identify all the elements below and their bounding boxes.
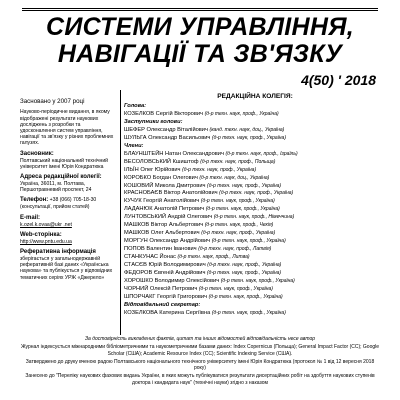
member-name: МАШКОВ Олег Альбертович xyxy=(124,230,202,237)
member-name: ШПОРЧАКГ Георгій Григорович xyxy=(124,293,209,300)
board-member xyxy=(124,111,386,119)
members-list xyxy=(124,151,386,302)
phone-text: +38 (066) 705-18-30 (консультації, прийом статей) xyxy=(20,197,97,211)
board-member xyxy=(124,175,386,183)
board-member xyxy=(124,214,386,222)
member-name: ПОПОВ Валентин Іванович xyxy=(124,246,199,253)
top-rule xyxy=(22,8,378,11)
member-degree: (д-р техн. наук, проф., Україна) xyxy=(211,134,287,141)
board-member xyxy=(124,294,386,302)
founder-label: Засновник: xyxy=(20,150,54,157)
board-member xyxy=(124,222,386,230)
board-member xyxy=(124,159,386,167)
member-degree: (д-р техн. наук, проф., Україна) xyxy=(219,190,294,197)
member-name: МОРГУН Олександр Андрійович xyxy=(124,238,212,245)
member-degree: (д-р техн. наук, проф., Україна) xyxy=(201,230,276,237)
email-block xyxy=(20,215,116,228)
member-name: КУЧУК Георгій Анатолійович xyxy=(124,198,201,205)
member-degree: (д-р техн. наук, проф., Німеччина) xyxy=(213,214,295,221)
board-member xyxy=(124,135,386,143)
board-member xyxy=(124,278,386,286)
footer-notes xyxy=(20,336,380,388)
head-label: Голова: xyxy=(124,103,147,109)
member-degree: (д-р техн. наук, проф., Литва) xyxy=(177,254,250,261)
email-link[interactable]: k.ozel.k.ovaa@ukr .net xyxy=(20,221,72,228)
member-name: ФЕДОРОВ Євгеній Андрійович xyxy=(124,270,208,277)
address-label: Адреса редакційної колегії: xyxy=(20,174,102,181)
phone-label: Телефон: xyxy=(20,197,49,204)
member-degree: (д-р техн. наук, проф., Україна) xyxy=(220,277,295,284)
column-divider xyxy=(120,90,121,335)
title-line-2: НАВІГАЦІЇ ТА ЗВ'ЯЗКУ xyxy=(57,40,343,68)
member-degree: (д-р техн. наук, проф., Україна) xyxy=(198,285,273,292)
board-member xyxy=(124,127,386,135)
founded-year: Засновано у 2007 році xyxy=(20,98,85,105)
address-block xyxy=(20,174,116,193)
member-name: ШЕФЕР Олександр Віталійович xyxy=(124,126,210,133)
board-member xyxy=(124,167,386,175)
member-degree: (д-р техн. наук, проф., Україна) xyxy=(208,293,283,300)
issue-number: 4(50) ' 2018 xyxy=(301,72,376,88)
member-name: КРАСНОБАЄВ Віктор Анатолійович xyxy=(124,190,220,197)
founder-text: Полтавський національний технічний університет імені Юрія Кондратюка xyxy=(20,157,109,170)
head-list xyxy=(124,111,386,119)
member-name: ЛАДАНЮК Анатолій Петрович xyxy=(124,206,206,213)
member-degree: (д-р техн. наук, проф., Україна) xyxy=(211,309,286,316)
member-degree: (д-р техн. наук, проф., Україна) xyxy=(204,110,279,117)
founder-block xyxy=(20,151,116,170)
member-name: КОЗЕЛКОВ Сергій Вікторович xyxy=(124,110,205,117)
board-member xyxy=(124,286,386,294)
members-label: Члени: xyxy=(124,142,144,149)
member-name: СТАНКУНАС Йонас xyxy=(124,254,178,261)
abstract-label: Реферативна інформація xyxy=(20,249,96,256)
member-degree: (д-р техн. наук, проф., Україна) xyxy=(211,238,286,245)
member-degree: (д-р техн. наук, проф., Польща) xyxy=(200,158,276,165)
deputies-list xyxy=(124,127,386,143)
board-member xyxy=(124,246,386,254)
member-name: ЛУНТОВСЬКИЙ Андрій Олегович xyxy=(124,214,214,221)
indexing-note: Журнал індексується міжнародними бібліометричними та наукометричними базами даних: Index Copernicus (Польща); General Impact Factor (CC); Google Scholar (США); Academic Resource Index (CC); Scientific Indexing Service (США). xyxy=(20,344,380,357)
board-member xyxy=(124,254,386,262)
board-member xyxy=(124,230,386,238)
web-link[interactable]: http://www.pntu.edu.ua xyxy=(20,238,72,245)
email-label: E-mail: xyxy=(20,214,41,221)
member-degree: (д-р техн. наук, проф., Україна) xyxy=(207,262,282,269)
board-member xyxy=(124,151,386,159)
member-degree: (д-р техн. наук, проф., Ізраїль) xyxy=(225,150,298,157)
web-label: Web-сторінка: xyxy=(20,231,62,238)
web-block xyxy=(20,232,116,245)
left-column xyxy=(20,98,116,285)
member-degree: (д-р техн. наук, проф., Україна) xyxy=(205,206,280,213)
abstract-block xyxy=(20,249,116,281)
member-name: ВЕСОЛОВСЬКИЙ Кшиштоф xyxy=(124,158,201,165)
journal-title xyxy=(22,14,378,68)
approval-note: Затверджено до друку вченою радою Полтавського національного технічного університету імені Юрія Кондратюка (протокол № 1 від 12 вересня 2018 року) xyxy=(25,358,375,372)
member-degree: (д-р техн. наук, проф., Чехія) xyxy=(204,222,274,229)
member-degree: (д-р техн. наук, проф., Україна) xyxy=(207,270,282,277)
responsibility-note: За достовірність викладених фактів, цитат та інших відомостей відповідальність несе автор xyxy=(84,336,316,342)
member-name: СТАСЄВ Юрій Володимирович xyxy=(124,262,208,269)
board-member xyxy=(124,238,386,246)
phone-block xyxy=(20,197,116,210)
member-degree: (канд. техн. наук, доц., Україна) xyxy=(209,126,285,133)
member-name: КОРОБКО Богдан Олегович xyxy=(124,174,200,181)
member-name: ШУЛЬГА Олександр Васильович xyxy=(124,134,212,141)
secretary-list xyxy=(124,310,386,318)
member-degree: (д-р техн. наук, проф., Латвія) xyxy=(198,246,272,253)
member-degree: (д-р техн. наук, проф., Україна) xyxy=(200,198,275,205)
deputies-label: Заступники голови: xyxy=(124,118,183,125)
board-heading: РЕДАКЦІЙНА КОЛЕГІЯ: xyxy=(217,93,293,100)
board-member xyxy=(124,270,386,278)
member-name: ІЛЬЇН Олег Юрійович xyxy=(124,166,183,173)
member-name: МАШКОВ Віктор Альбертович xyxy=(124,222,205,229)
editorial-board xyxy=(124,92,386,318)
journal-description: Науково-періодичне видання, в якому відображені результати наукових досліджень з розробки та удосконалення систем управління, навігації та зв'язку у різних проблемних галузях. xyxy=(20,109,114,147)
address-text: Україна, 36011, м. Полтава, Першотравневий проспект, 24 xyxy=(20,181,92,194)
member-name: БЛАУНШТЕЙН Натан Олександрович xyxy=(124,150,226,157)
registry-note: Занесено до "Переліку наукових фахових видань України, в яких можуть публікуватися результати дисертаційних робіт на здобуття наукових ступенів доктора і кандидата наук" (технічні науки) згідно з наказом xyxy=(25,373,375,386)
board-member xyxy=(124,310,386,318)
member-name: ХОРОШКО Володимир Олексійович xyxy=(124,277,221,284)
member-degree: (д-р техн. наук, проф., Україна) xyxy=(182,166,257,173)
member-degree: (д-р техн. наук, доц., Україна) xyxy=(199,174,270,181)
member-name: КОЗЕЛКОВА Катерина Сергіївна xyxy=(124,309,212,316)
member-name: ЧОРНИЙ Олексій Петрович xyxy=(124,285,199,292)
secretary-label: Відповідальний секретар: xyxy=(124,301,201,308)
board-member xyxy=(124,262,386,270)
member-degree: (д-р техн. наук, проф., Україна) xyxy=(207,182,282,189)
abstract-text: зберігається у загальнодержавній реферативній базі даних «Українська наукова» та публікується у відповідних тематичних серіях УРЖ «Джерело» xyxy=(20,256,113,281)
member-name: КОШОВИЙ Микола Дмитрович xyxy=(124,182,208,189)
title-line-1: СИСТЕМИ УПРАВЛІННЯ, xyxy=(45,13,355,41)
